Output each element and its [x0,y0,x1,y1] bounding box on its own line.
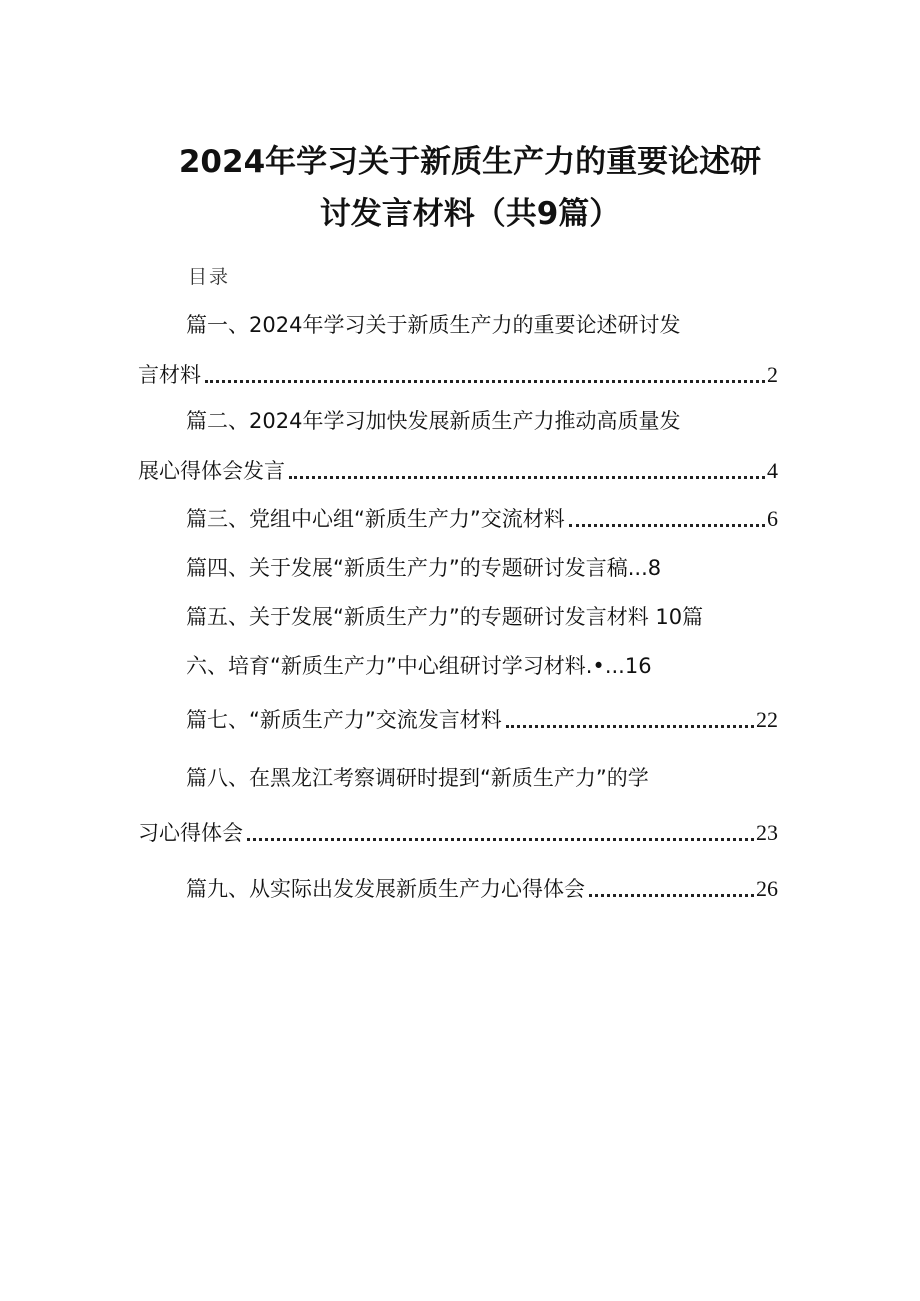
toc-entry-8-line2: 习心得体会 [138,821,243,845]
toc-entry-5[interactable]: 篇五、关于发展“新质生产力”的专题研讨发言材料 10篇 [186,605,704,629]
title-line-2: 讨发言材料（共9篇） [319,196,621,232]
toc-entry-7-page: 22 [756,707,778,732]
dot-leader [589,894,754,897]
toc-entry-6[interactable]: 六、培育“新质生产力”中心组研讨学习材料.•...16 [186,654,652,678]
toc-entry-1[interactable] [138,360,778,390]
document-title [150,136,790,240]
toc-entry-3-page: 6 [767,506,778,531]
toc-entry-2[interactable] [138,456,778,486]
toc-entry-8[interactable] [138,818,778,848]
dot-leader [569,524,765,527]
toc-heading: 目录 [188,266,231,288]
title-line-1: 2024年学习关于新质生产力的重要论述研 [178,144,762,180]
dot-leader [247,838,754,841]
toc-entry-2-line1[interactable]: 篇二、2024年学习加快发展新质生产力推动高质量发 [186,409,681,433]
toc-entry-9[interactable] [186,874,778,904]
toc-entry-1-line1[interactable]: 篇一、2024年学习关于新质生产力的重要论述研讨发 [186,313,681,337]
toc-entry-4[interactable]: 篇四、关于发展“新质生产力”的专题研讨发言稿...8 [186,556,662,580]
toc-entry-8-page: 23 [756,820,778,845]
toc-entry-2-page: 4 [767,458,778,483]
toc-entry-1-line2: 言材料 [138,363,201,387]
dot-leader [205,380,765,383]
dot-leader [506,725,754,728]
toc-entry-7[interactable] [186,705,778,735]
toc-entry-7-text: 篇七、“新质生产力”交流发言材料 [186,708,502,732]
toc-entry-9-text: 篇九、从实际出发发展新质生产力心得体会 [186,877,585,901]
toc-entry-3-text: 篇三、党组中心组“新质生产力”交流材料 [186,507,565,531]
toc-entry-3[interactable] [186,504,778,534]
toc-entry-2-line2: 展心得体会发言 [138,459,285,483]
toc-entry-1-page: 2 [767,362,778,387]
toc-entry-8-line1[interactable]: 篇八、在黑龙江考察调研时提到“新质生产力”的学 [186,766,649,790]
toc-entry-9-page: 26 [756,876,778,901]
dot-leader [289,476,765,479]
